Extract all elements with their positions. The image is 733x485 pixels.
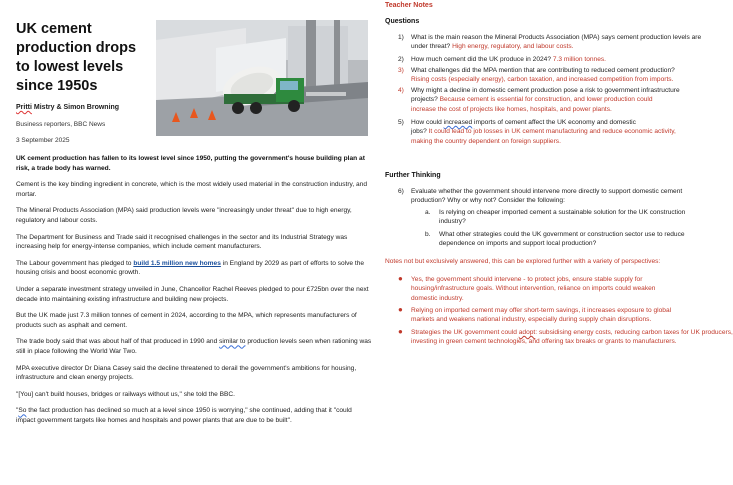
question-number: 4) <box>398 87 404 94</box>
further-thinking-heading: Further Thinking <box>385 172 441 179</box>
answer-text: Because cement is essential for construction, and lower production could <box>437 96 653 104</box>
answer-text: Relying on imported cement may offer short-term savings, it increases exposure to global <box>411 307 672 314</box>
question-number: 5) <box>398 119 404 126</box>
homes-link[interactable]: build 1.5 million new homes <box>133 259 221 267</box>
answer-text: 7.3 million tonnes. <box>551 56 606 63</box>
paragraph <box>16 337 372 356</box>
answer-text: investing in green cement technologies, and offering tax breaks or grants to manufacturers. <box>411 338 677 346</box>
question-text: imports of cement affect the UK economy and domestic <box>472 119 636 126</box>
paragraph-text: The Labour government has pledged to <box>16 259 134 267</box>
answer-bullet <box>398 274 655 303</box>
author-rest: Mistry & Simon Browning <box>31 104 120 111</box>
question-text: production? Why or why not? Consider the following: <box>411 197 565 205</box>
answer-text: housing/infrastructure goals. Without intervention, reliance on imports could weaken <box>411 285 656 293</box>
answer-text: High energy, regulatory, and labour costs. <box>450 43 574 51</box>
paragraph: Under a separate investment strategy unveiled in June, Chancellor Rachel Reeves pledged to pour £725bn over the next decade into maintaining existing infrastructure and building new projects. <box>16 285 369 303</box>
answer-bullet <box>398 305 671 325</box>
questions-heading: Questions <box>385 18 420 25</box>
spellcheck-word: adopt <box>518 329 536 336</box>
author-role: Business reporters, BBC News <box>16 121 106 128</box>
bullet-icon: ● <box>398 305 403 314</box>
cement-mixer-photo <box>156 20 368 136</box>
paragraph: "[You] can't build houses, bridges or railways without us," she told the BBC. <box>16 390 236 398</box>
question-6b <box>425 230 685 249</box>
paragraph: Cement is the key binding ingredient in concrete, which is the most widely used material in the construction industry, and mortar. <box>16 181 367 198</box>
paragraph-text: the fact production has declined so much at a level since 1950 is worrying," she continued, adding that it "could impact government targets like homes and hospitals and power plants that are due to be built". <box>16 407 352 424</box>
question-2 <box>398 55 606 64</box>
question-text: dependence on imports and support local production? <box>439 240 597 248</box>
question-number: 6) <box>398 188 404 195</box>
question-text: under threat? <box>411 43 451 51</box>
question-number: 1) <box>398 34 404 41</box>
question-number: 2) <box>398 56 404 63</box>
answer-text: It could lead to job losses in UK cement manufacturing and reduce economic activity, <box>426 128 676 136</box>
paragraph-text: production levels seen when rationing was still in place following the World War Two. <box>16 338 372 355</box>
paragraph: The Mineral Products Association (MPA) said production levels were "increasingly under threat" due to high energy, regulatory and labour costs. <box>16 207 352 224</box>
question-text: What challenges did the MPA mention that are contributing to reduced cement production? <box>411 67 675 74</box>
paragraph: The Department for Business and Trade said it recognised challenges in the sector and its Industrial Strategy was increasing help for energy-intense companies, which include cement manufacturers. <box>16 233 348 251</box>
spellcheck-word: similar to <box>219 338 246 346</box>
answer-text: Rising costs (especially energy), carbon taxation, and increased competition from imports. <box>411 76 674 84</box>
spellcheck-word: So <box>18 407 27 415</box>
question-text: jobs? <box>411 128 427 136</box>
question-text: projects? <box>411 96 438 104</box>
article-authors <box>16 104 119 111</box>
paragraph-text: The trade body said that was about half of that produced in 1990 and <box>16 338 220 346</box>
paragraph <box>16 259 372 278</box>
question-text: What is the main reason the Mineral Products Association (MPA) says cement production levels are <box>411 34 702 41</box>
paragraph-text: in England by 2029 as part of efforts to solve the housing crisis and boost economic growth. <box>16 259 365 277</box>
question-6 <box>398 187 682 206</box>
article-body <box>16 154 372 432</box>
question-number: 3) <box>398 67 404 74</box>
answer-text: making the country dependent on foreign suppliers. <box>411 137 561 145</box>
paragraph: But the UK made just 7.3 million tonnes of cement in 2024, according to the MPA, which represents manufacturers of products such as asphalt and cement. <box>16 312 357 329</box>
answer-text: domestic industry. <box>411 294 464 302</box>
paragraph-text: " <box>16 407 19 415</box>
spellcheck-word: increased <box>443 119 473 126</box>
answer-text: increase the cost of projects like homes, hospitals, and power plants. <box>411 105 612 113</box>
subquestion-letter: a. <box>425 209 431 216</box>
cement-mixer-illustration <box>156 20 368 136</box>
question-1 <box>398 33 701 52</box>
exploration-note: Notes not but exclusively answered, this can be explored further with a variety of perspectives: <box>385 258 661 265</box>
author-first-name: Pritti <box>16 104 32 111</box>
question-text: industry? <box>439 218 466 226</box>
article-lead: UK cement production has fallen to its lowest level since 1950, putting the government's house building plan at risk, a trade body has warned. <box>16 155 365 172</box>
question-text: Is relying on cheaper imported cement a sustainable solution for the UK construction <box>439 209 686 216</box>
question-5 <box>398 118 676 146</box>
notes-title: Teacher Notes <box>385 2 433 9</box>
answer-text: Yes, the government should intervene - to protect jobs, ensure stable supply for <box>411 276 643 283</box>
paragraph: MPA executive director Dr Diana Casey said the decline threatened to derail the government's ambitions for housing, infrastructure and clean energy projects. <box>16 364 357 382</box>
question-4 <box>398 86 680 114</box>
paragraph <box>16 406 372 425</box>
question-text: How could <box>411 119 444 126</box>
subquestion-letter: b. <box>425 231 431 238</box>
article-date: 3 September 2025 <box>16 137 70 144</box>
answer-text: : subsidising energy costs, reducing carbon taxes for UK producers, <box>535 329 733 336</box>
question-6a <box>425 208 685 227</box>
answer-bullet <box>398 327 733 347</box>
bullet-icon: ● <box>398 274 403 283</box>
question-3 <box>398 66 675 85</box>
question-text: How much cement did the UK produce in 2024? <box>411 56 552 63</box>
answer-text: Strategies the UK government could <box>411 329 519 336</box>
question-text: Why might a decline in domestic cement production pose a risk to government infrastructure <box>411 87 680 94</box>
question-text: What other strategies could the UK government or construction sector use to reduce <box>439 231 685 238</box>
bullet-icon: ● <box>398 327 403 336</box>
article-headline: UK cement production drops to lowest levels since 1950s <box>16 21 137 94</box>
answer-text: markets and weakens national industry, especially during supply chain disruptions. <box>411 316 652 324</box>
question-text: Evaluate whether the government should intervene more directly to support domestic cement <box>411 188 683 195</box>
